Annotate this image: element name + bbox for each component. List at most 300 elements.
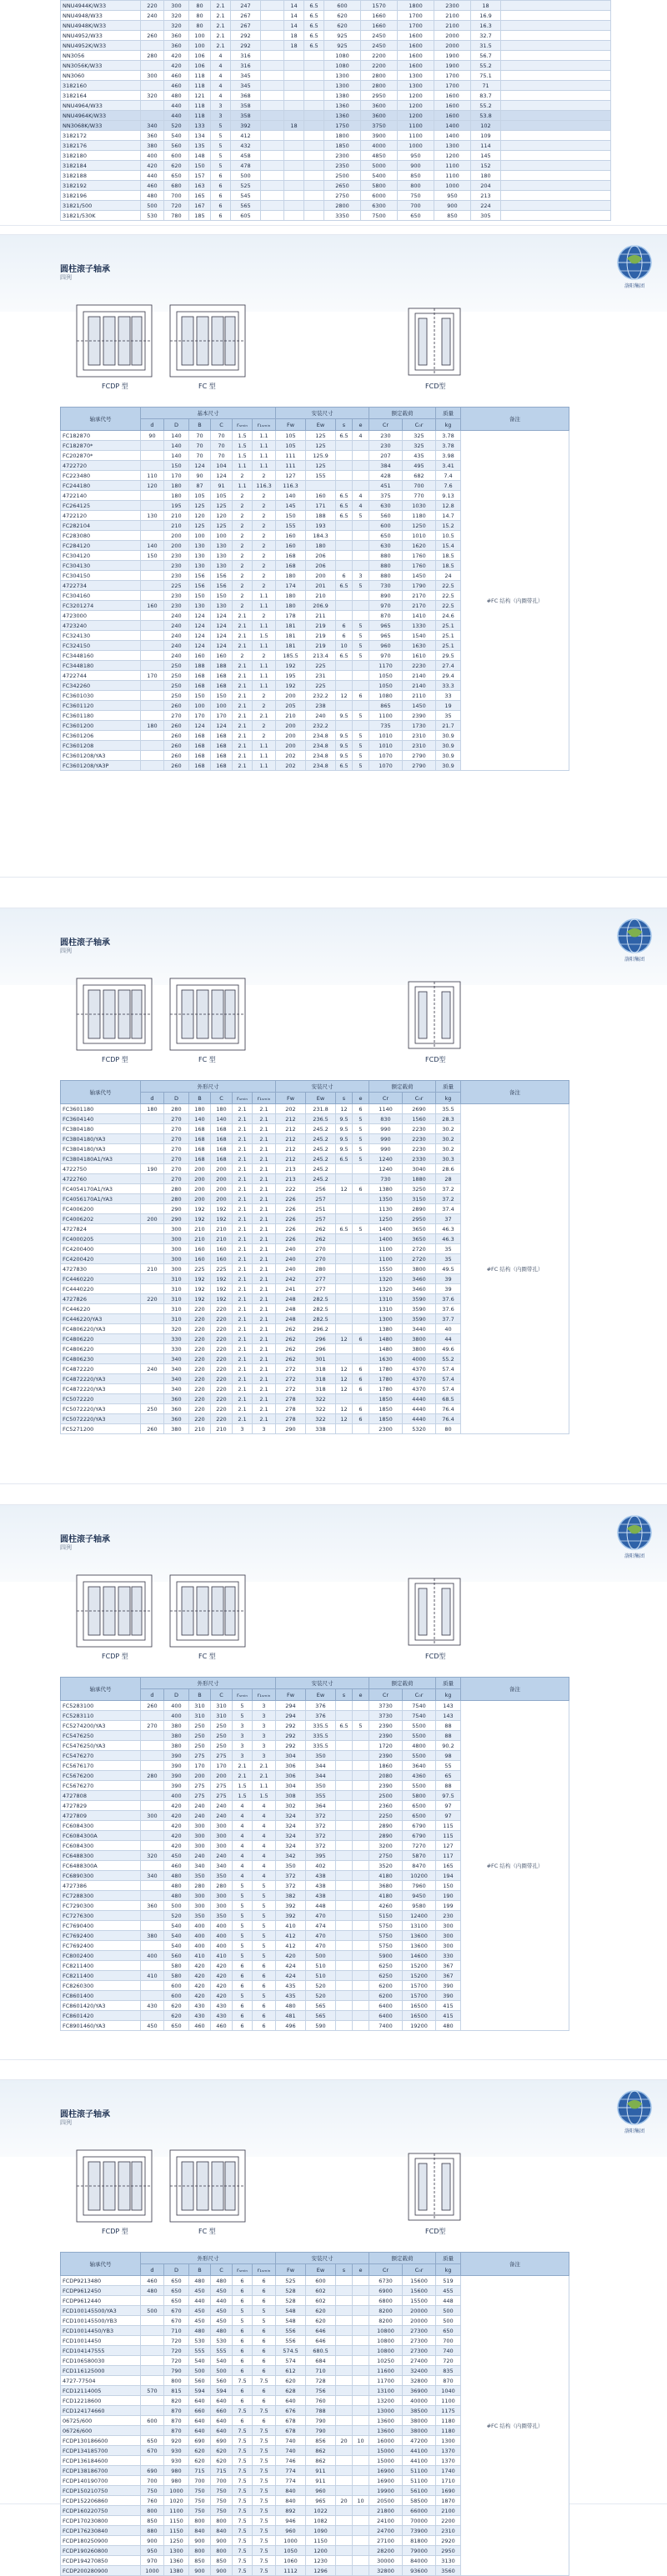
table-cell: 163 (189, 181, 211, 191)
bearing-code-cell: FC283080 (61, 531, 141, 541)
table-cell: 260 (164, 741, 189, 751)
table-cell (141, 1324, 164, 1334)
table-cell: 2 (253, 551, 276, 561)
table-cell: 25.1 (436, 631, 461, 641)
table-cell (141, 731, 164, 741)
table-cell: 10250 (369, 2356, 403, 2366)
table-cell: 9450 (403, 1891, 436, 1901)
table-cell: 5500 (403, 1751, 436, 1761)
table-cell: 160 (189, 1244, 211, 1254)
table-cell: 3 (233, 1731, 253, 1741)
table-cell: 800 (164, 2376, 189, 2386)
table-cell: 2.1 (233, 1274, 253, 1284)
table-cell: 37.4 (436, 1204, 461, 1214)
table-cell: 250 (211, 1741, 233, 1751)
table-cell: 275 (189, 1751, 211, 1761)
table-cell: 130 (189, 561, 211, 571)
table-cell: 6 (233, 2326, 253, 2336)
table-cell: 292 (276, 1741, 306, 1751)
table-cell (353, 1194, 369, 1204)
table-cell: 155 (306, 471, 336, 481)
bearing-code-cell: 3182160 (61, 81, 141, 91)
bearing-code-cell: FCDP130186600 (61, 2436, 141, 2446)
table-cell: 700 (141, 2476, 164, 2486)
table-cell: 5750 (369, 1921, 403, 1931)
table-cell: 556 (276, 2326, 306, 2336)
table-cell: 330 (164, 1334, 189, 1344)
table-cell: 3730 (369, 1711, 403, 1721)
table-cell: 5 (353, 1154, 369, 1164)
table-cell: 180 (276, 601, 306, 611)
table-cell: 500 (141, 2306, 164, 2316)
table-cell (353, 1861, 369, 1871)
table-cell (141, 1354, 164, 1364)
table-cell (336, 531, 353, 541)
table-cell (353, 1751, 369, 1761)
table-cell: 5 (253, 2316, 276, 2326)
table-cell: 267 (231, 11, 261, 21)
table-cell: 7.5 (253, 2436, 276, 2446)
table-cell: 420 (211, 1961, 233, 1971)
table-cell: 788 (306, 2406, 336, 2416)
table-cell: 1050 (369, 681, 403, 691)
bearing-code-cell: 4722744 (61, 671, 141, 681)
table-cell (141, 2426, 164, 2436)
table-cell: 2170 (403, 601, 436, 611)
table-cell: 324 (276, 1841, 306, 1851)
table-cell: 520 (306, 1991, 336, 2001)
table-cell: 420 (141, 161, 164, 171)
bearing-code-cell: NNU4964K/W33 (61, 111, 141, 121)
table-cell: 14 (284, 11, 304, 21)
table-cell: 30.2 (436, 1124, 461, 1134)
table-cell: 840 (276, 2486, 306, 2496)
table-cell: 130 (189, 601, 211, 611)
table-cell: 200 (164, 531, 189, 541)
table-cell: 170 (141, 671, 164, 681)
table-cell: 260 (164, 751, 189, 761)
table-cell: 600 (306, 2276, 336, 2286)
table-cell: 480 (211, 2326, 233, 2336)
table-cell (141, 1414, 164, 1424)
table-cell: 180 (141, 1104, 164, 1114)
bearing-code-cell: FC6890300 (61, 1871, 141, 1881)
column-header: r₁ₛₘᵢₙ (253, 1689, 276, 1701)
bearing-code-cell: FC6084300 (61, 1841, 141, 1851)
bearing-drawings (60, 293, 560, 402)
table-cell (353, 1701, 369, 1711)
bearing-code-cell: 06725/600 (61, 2416, 141, 2426)
table-cell: 700 (164, 191, 189, 201)
table-cell: 30000 (369, 2556, 403, 2566)
table-cell: 324 (276, 1821, 306, 1831)
table-cell: 1300 (324, 81, 361, 91)
table-cell: 32.7 (471, 31, 501, 41)
table-cell: 118 (189, 101, 211, 111)
table-cell (353, 2336, 369, 2346)
table-cell: 160 (306, 491, 336, 501)
table-cell: 1000 (398, 141, 434, 151)
table-cell: 7540 (403, 1711, 436, 1721)
table-cell (141, 1234, 164, 1244)
table-cell: 220 (189, 1394, 211, 1404)
table-cell (336, 1324, 353, 1334)
group-header: 额定载荷 (369, 408, 436, 419)
bearing-code-cell: 3182188 (61, 171, 141, 181)
table-cell: 1240 (369, 1164, 403, 1174)
table-cell: 620 (306, 2316, 336, 2326)
table-cell: 6 (253, 1961, 276, 1971)
table-cell: 225 (306, 681, 336, 691)
table-cell: 1.1 (253, 661, 276, 671)
table-cell: 70 (211, 441, 233, 451)
table-cell: 2890 (369, 1831, 403, 1841)
column-header: e (353, 419, 369, 431)
table-cell: 460 (141, 181, 164, 191)
table-cell: 565 (231, 201, 261, 211)
table-cell: 480 (189, 2276, 211, 2286)
table-cell: 280 (164, 1104, 189, 1114)
fc-drawing (170, 305, 245, 377)
table-cell (336, 2011, 353, 2021)
table-cell: 125 (211, 501, 233, 511)
table-cell: 106 (189, 51, 211, 61)
table-cell: 1660 (361, 11, 398, 21)
table-cell: 240 (189, 1801, 211, 1811)
table-cell: 6 (211, 211, 231, 221)
bearing-code-cell: FC5476270 (61, 1751, 141, 1761)
table-cell: 2.1 (211, 1, 231, 11)
bearing-code-cell: NNU4964/W33 (61, 101, 141, 111)
table-cell: 1000 (141, 2566, 164, 2576)
table-cell: 65 (436, 1771, 461, 1781)
table-cell (141, 2406, 164, 2416)
table-cell (141, 2356, 164, 2366)
table-cell: 2300 (324, 151, 361, 161)
table-cell: 1010 (369, 731, 403, 741)
table-cell: 6 (233, 2296, 253, 2306)
table-cell: 3650 (403, 1224, 436, 1234)
table-cell: 1750 (324, 121, 361, 131)
table-cell: 192 (189, 1214, 211, 1224)
table-cell: 870 (164, 2406, 189, 2416)
table-cell: 2200 (361, 61, 398, 71)
table-cell (141, 491, 164, 501)
table-cell (501, 141, 611, 151)
table-cell: 120 (211, 511, 233, 521)
table-cell: 2.1 (233, 751, 253, 761)
table-cell: 133 (189, 121, 211, 131)
table-cell (336, 611, 353, 621)
table-cell: 292 (276, 1731, 306, 1741)
globe-logo-icon (615, 243, 654, 282)
table-cell: 2.1 (233, 1324, 253, 1334)
table-cell: 850 (211, 2556, 233, 2566)
table-cell: 970 (141, 2556, 164, 2566)
table-cell: 2.1 (211, 11, 231, 21)
table-cell (336, 1174, 353, 1184)
table-cell: 360 (164, 41, 189, 51)
bearing-spec-table (60, 407, 569, 771)
bearing-code-cell: FC244180 (61, 481, 141, 491)
table-cell (336, 681, 353, 691)
table-cell: 4 (233, 1861, 253, 1871)
table-cell: 7.5 (233, 2486, 253, 2496)
table-cell: 100 (211, 701, 233, 711)
table-cell: 245.2 (306, 1154, 336, 1164)
table-cell: 44100 (403, 2456, 436, 2466)
table-cell: 245.2 (306, 1124, 336, 1134)
table-cell (261, 81, 284, 91)
bearing-code-cell: FC3601030 (61, 691, 141, 701)
table-cell: 282.5 (306, 1294, 336, 1304)
table-cell: 39 (436, 1274, 461, 1284)
table-cell (353, 451, 369, 461)
table-cell: 124 (189, 631, 211, 641)
table-cell: 600 (369, 521, 403, 531)
table-cell: 140 (164, 451, 189, 461)
table-cell: 200 (189, 1174, 211, 1184)
table-cell: 230 (369, 441, 403, 451)
table-cell: 950 (434, 191, 471, 201)
bearing-code-cell: FC223480 (61, 471, 141, 481)
table-cell: 774 (276, 2466, 306, 2476)
table-cell (353, 1831, 369, 1841)
table-cell: 200 (211, 1184, 233, 1194)
table-cell: 420 (164, 1811, 189, 1821)
table-cell: 600 (164, 1991, 189, 2001)
bearing-drawings (60, 967, 560, 1075)
table-cell: 660 (189, 2406, 211, 2416)
table-cell: 2.1 (253, 1124, 276, 1134)
bearing-code-cell: FC4000205 (61, 1234, 141, 1244)
bearing-code-cell: FCDP190260800 (61, 2546, 141, 2556)
table-cell: 230 (164, 601, 189, 611)
table-cell: 430 (189, 2011, 211, 2021)
table-cell: 2.1 (253, 1384, 276, 1394)
table-cell (141, 1184, 164, 1194)
table-cell: 2.1 (233, 1771, 253, 1781)
table-cell: 226 (276, 1194, 306, 1204)
table-cell: 480 (164, 1871, 189, 1881)
column-header: D (164, 1093, 189, 1104)
table-cell: 392 (276, 1901, 306, 1911)
table-cell (141, 581, 164, 591)
table-cell (336, 671, 353, 681)
table-cell: 5 (211, 141, 231, 151)
table-cell: 1150 (306, 2536, 336, 2546)
table-cell: 152 (471, 161, 501, 171)
table-cell: 6 (253, 2386, 276, 2396)
table-cell: 88 (436, 1731, 461, 1741)
table-cell: 10200 (403, 1871, 436, 1881)
table-cell: 180 (306, 541, 336, 551)
table-cell: 181 (276, 621, 306, 631)
table-cell (353, 1324, 369, 1334)
table-cell: 2.1 (253, 1314, 276, 1324)
table-cell: 4370 (403, 1374, 436, 1384)
table-cell: 820 (164, 2396, 189, 2406)
table-cell (501, 21, 611, 31)
table-cell: 4850 (361, 151, 398, 161)
table-cell: 32400 (403, 2366, 436, 2376)
table-cell: 2.1 (233, 1264, 253, 1274)
table-cell: 6250 (369, 1961, 403, 1971)
table-cell: 8200 (369, 2306, 403, 2316)
table-cell: 510 (306, 1971, 336, 1981)
table-cell: 682 (403, 471, 436, 481)
table-cell: 87 (189, 481, 211, 491)
table-cell: 640 (276, 2396, 306, 2406)
table-cell: 2 (253, 541, 276, 551)
table-cell: 46.3 (436, 1234, 461, 1244)
table-cell: 480 (164, 91, 189, 101)
table-cell: 220 (189, 1324, 211, 1334)
table-cell: 33.3 (436, 681, 461, 691)
table-cell: 2 (253, 491, 276, 501)
table-cell: 6 (233, 2386, 253, 2396)
table-cell: 700 (436, 2336, 461, 2346)
table-cell: 4 (353, 491, 369, 501)
table-cell (336, 1871, 353, 1881)
table-cell: 1780 (369, 1374, 403, 1384)
table-row (61, 101, 611, 111)
table-cell: 46.3 (436, 1224, 461, 1234)
table-cell: 2.1 (233, 1234, 253, 1244)
table-cell (336, 561, 353, 571)
table-cell: 275 (189, 1791, 211, 1801)
table-cell (141, 501, 164, 511)
table-cell: 240 (141, 1364, 164, 1374)
group-header: 质量 (436, 1678, 461, 1689)
column-header: d (141, 419, 164, 431)
table-cell: 335.5 (306, 1741, 336, 1751)
table-cell: 862 (306, 2456, 336, 2466)
table-cell: 2.1 (253, 1134, 276, 1144)
table-cell: 400 (164, 1791, 189, 1801)
table-cell (141, 1981, 164, 1991)
table-cell: 520 (164, 121, 189, 131)
table-cell: 410 (141, 1971, 164, 1981)
table-cell: 140 (211, 1114, 233, 1124)
table-cell: 220 (211, 1394, 233, 1404)
table-cell: 880 (369, 571, 403, 581)
table-cell (353, 681, 369, 691)
table-cell: 1.1 (253, 741, 276, 751)
bearing-code-cell: FC5072220/YA3 (61, 1414, 141, 1424)
column-header: e (353, 2264, 369, 2276)
table-cell: 240 (164, 641, 189, 651)
table-cell: 870 (164, 2416, 189, 2426)
table-cell: 1.1 (233, 461, 253, 471)
table-cell: 1600 (398, 31, 434, 41)
bearing-code-cell: FC324150 (61, 641, 141, 651)
table-cell: 111 (276, 451, 306, 461)
table-cell: 7.5 (233, 2496, 253, 2506)
table-cell: 6 (353, 1374, 369, 1384)
table-cell: 800 (398, 181, 434, 191)
table-cell: 450 (164, 1851, 189, 1861)
table-cell: 4440 (403, 1394, 436, 1404)
table-cell: 200 (189, 1194, 211, 1204)
table-cell: 6 (253, 1971, 276, 1981)
bearing-code-cell: FC3804180A1/YA3 (61, 1154, 141, 1164)
table-cell (336, 2446, 353, 2456)
table-cell: 260 (164, 731, 189, 741)
table-cell: 430 (189, 2001, 211, 2011)
table-cell: 212 (276, 1124, 306, 1134)
table-cell: 185 (189, 211, 211, 221)
table-cell: 310 (189, 1711, 211, 1721)
table-cell: 6 (253, 2356, 276, 2366)
table-cell: 720 (164, 201, 189, 211)
table-cell: 234.8 (306, 741, 336, 751)
table-cell: 4 (353, 501, 369, 511)
table-cell: 230 (164, 571, 189, 581)
table-cell: 440 (164, 111, 189, 121)
table-cell: 380 (164, 1741, 189, 1751)
table-cell: 97 (436, 1801, 461, 1811)
table-cell: 460 (211, 2021, 233, 2031)
bearing-code-cell: 3182196 (61, 191, 141, 201)
table-cell: 4370 (403, 1384, 436, 1394)
table-cell (261, 51, 284, 61)
table-cell: 292 (231, 31, 261, 41)
table-cell: 280 (164, 1194, 189, 1204)
table-cell: 620 (324, 21, 361, 31)
table-cell: 7960 (403, 1881, 436, 1891)
table-cell: 260 (164, 761, 189, 771)
table-cell: 156 (211, 581, 233, 591)
table-cell: 2800 (361, 71, 398, 81)
table-cell: 1030 (403, 501, 436, 511)
table-cell: 2.1 (233, 1254, 253, 1264)
table-cell: 728 (306, 2376, 336, 2386)
table-cell: 2230 (403, 1134, 436, 1144)
table-cell (141, 1144, 164, 1154)
table-cell: 2.1 (233, 1154, 253, 1164)
table-cell: 322 (306, 1404, 336, 1414)
table-cell: 5 (353, 1134, 369, 1144)
table-cell: 774 (276, 2476, 306, 2486)
table-cell: 730 (369, 581, 403, 591)
table-cell: 200 (276, 691, 306, 701)
bearing-code-cell: FC8601400 (61, 1991, 141, 2001)
table-cell: 318 (306, 1374, 336, 1384)
table-cell: 2.1 (233, 721, 253, 731)
table-cell: 580 (164, 1961, 189, 1971)
table-cell: 2000 (434, 41, 471, 51)
table-cell: 12 (336, 1374, 353, 1384)
table-cell: 280 (189, 1881, 211, 1891)
table-cell (501, 151, 611, 161)
table-cell: 620 (189, 2446, 211, 2456)
table-cell: 1400 (369, 1224, 403, 1234)
logo-text: 洛阳集团 (624, 1553, 644, 1559)
table-cell: 220 (211, 1334, 233, 1344)
table-cell: 35 (436, 711, 461, 721)
table-cell: 12 (336, 1414, 353, 1424)
table-cell: 6300 (361, 201, 398, 211)
table-cell: 232.2 (306, 721, 336, 731)
table-cell: 6 (253, 2396, 276, 2406)
bearing-code-cell: 31821/500 (61, 201, 141, 211)
table-cell: 15200 (403, 1961, 436, 1971)
table-cell: 2230 (403, 1124, 436, 1134)
table-cell: 372 (276, 1881, 306, 1891)
table-cell: 746 (276, 2456, 306, 2466)
bearing-code-cell: FC8260300 (61, 1981, 141, 1991)
